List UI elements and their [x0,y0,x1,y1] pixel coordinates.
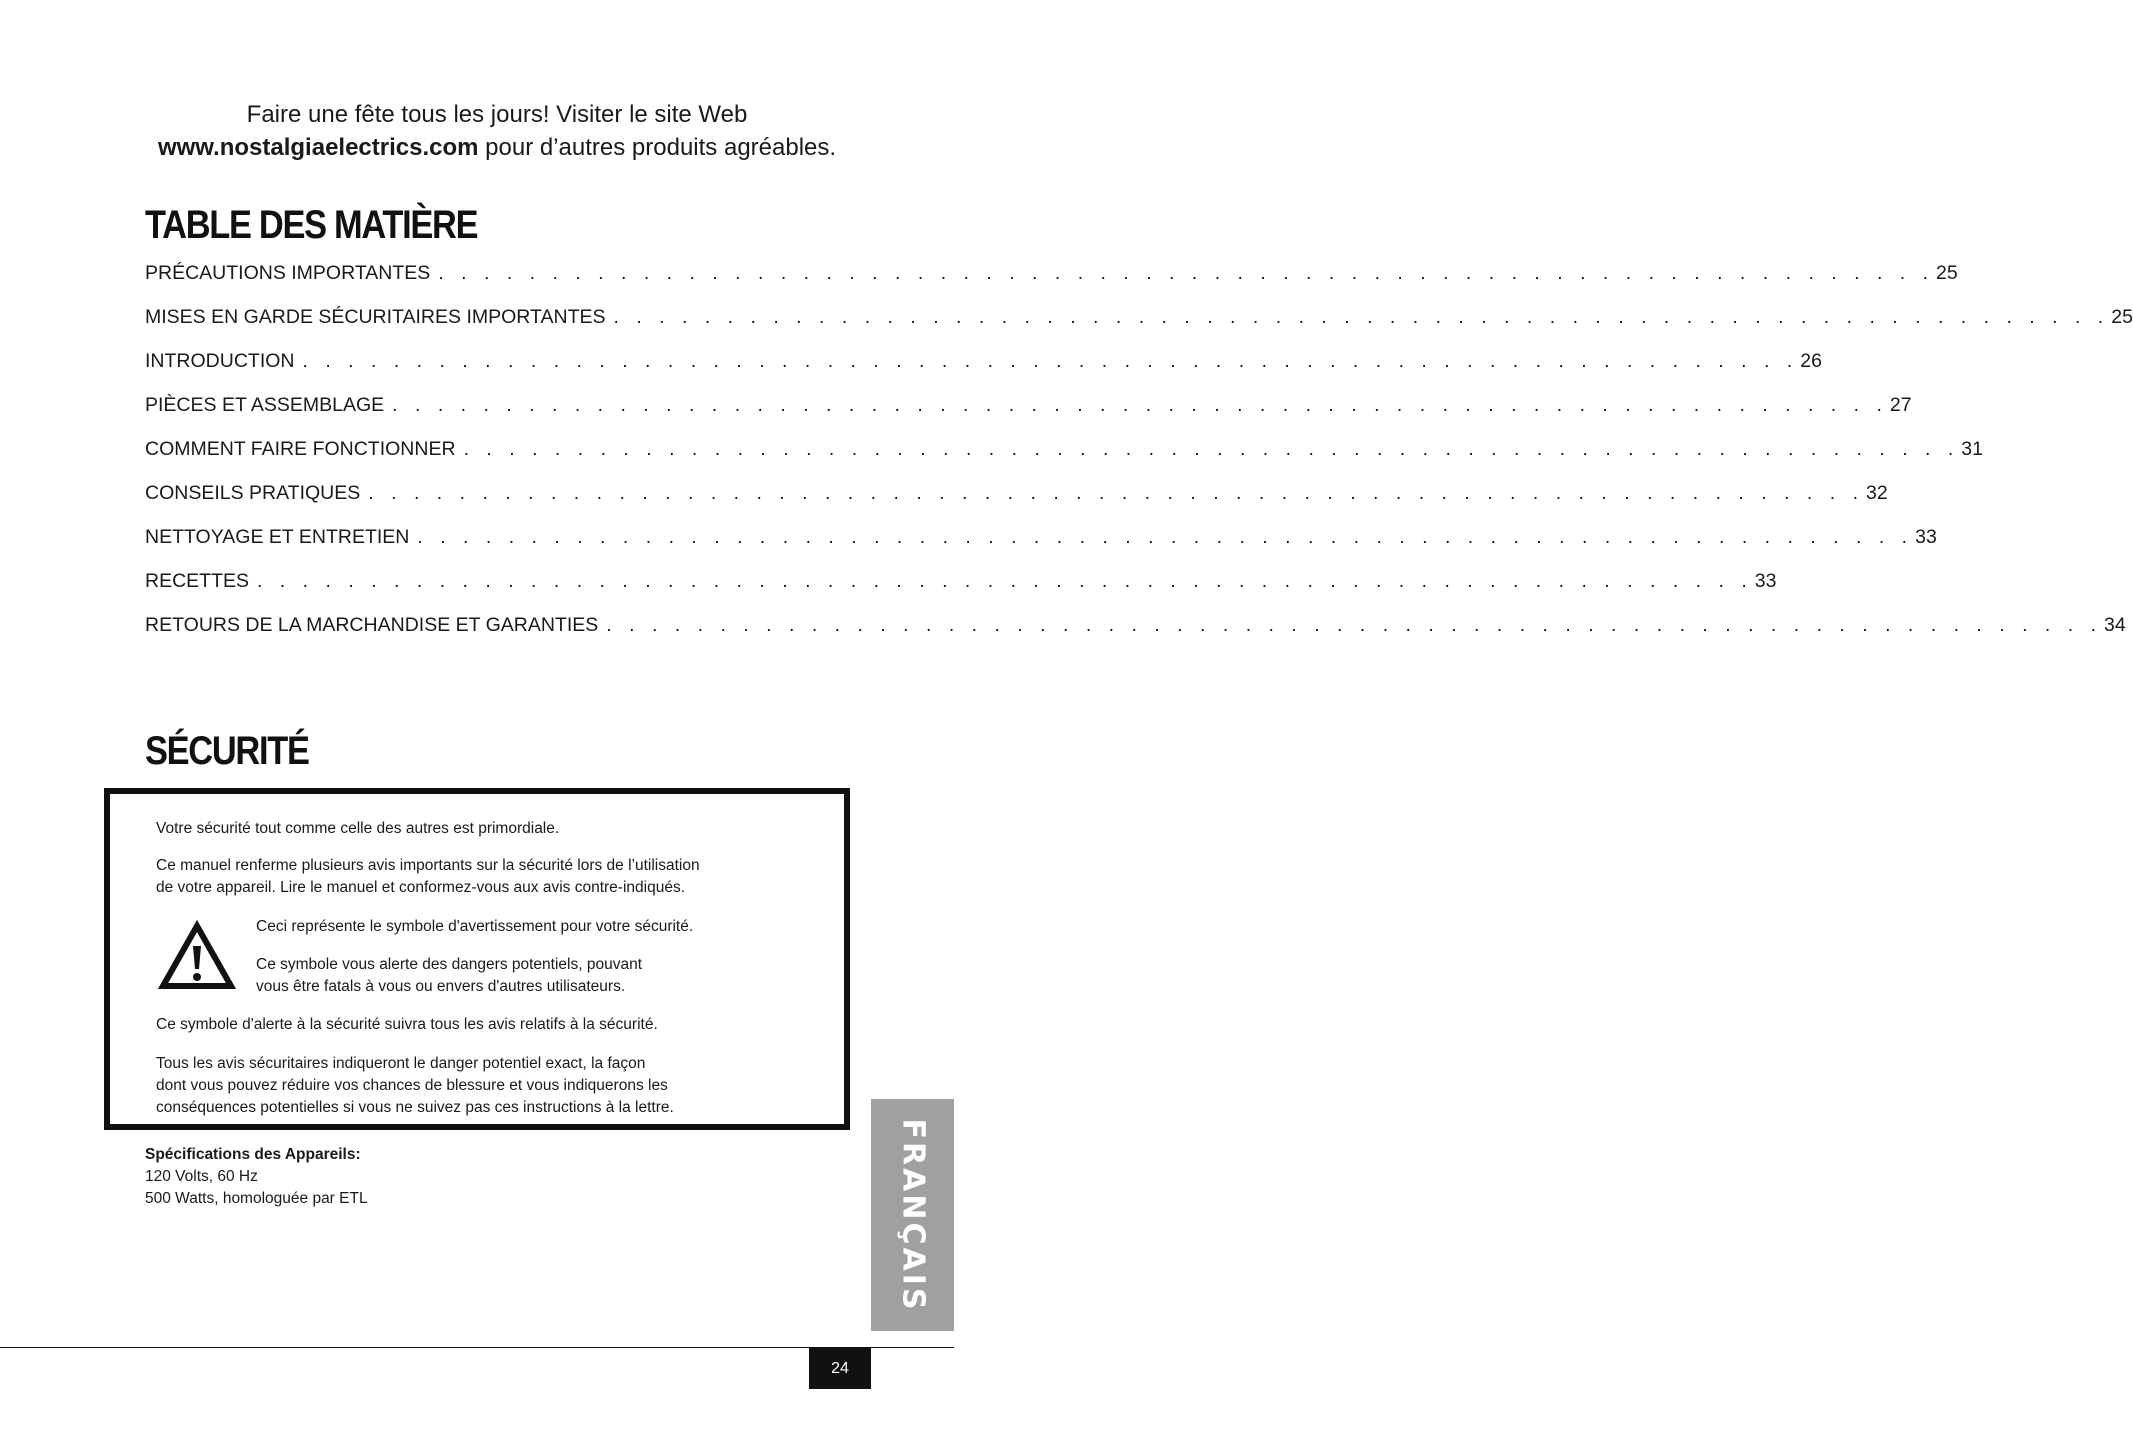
toc-page: 27 [1889,394,1912,416]
intro-text [120,98,874,164]
safety-paragraph-1: Votre sécurité tout comme celle des autres est primordiale. [156,820,560,837]
specs-title: Spécifications des Appareils: [145,1146,361,1163]
toc-row[interactable]: PIÈCES ET ASSEMBLAGE . . . . . . . . . . . . . . . . . . . . . . . . . . . . . . . . . . . . . . . . . . . . . . . . . . . . . . . . . . . . . . . . . . 27 [145,394,1912,416]
safety-box [104,788,850,1130]
language-tab [871,1099,954,1331]
toc-title: TABLE DES MATIÈRE [145,203,478,247]
toc-row[interactable]: NETTOYAGE ET ENTRETIEN . . . . . . . . . . . . . . . . . . . . . . . . . . . . . . . . . . . . . . . . . . . . . . . . . . . . . . . . . . . . . . . . . . 33 [145,526,1937,548]
intro-line-2-rest: pour d’autres produits agréables. [478,134,837,161]
symbol-description-2: Ce symbole vous alerte des dangers potentiels, pouvant vous être fatals à vous ou envers d'autres utilisateurs. [256,956,643,995]
toc-label: INTRODUCTION [145,350,295,372]
intro-line-2 [120,131,874,164]
toc-page: 32 [1866,482,1888,504]
safety-paragraph-4: Tous les avis sécuritaires indiqueront le danger potentiel exact, la façon dont vous pouvez réduire vos chances de blessure et vous indiquerons les conséquences potentielles si vous ne suivez pas ces instructions à la lettre. [156,1055,674,1116]
toc-row[interactable]: CONSEILS PRATIQUES . . . . . . . . . . . . . . . . . . . . . . . . . . . . . . . . . . . . . . . . . . . . . . . . . . . . . . . . . . . . . . . . . . 32 [145,482,1888,504]
toc-label: COMMENT FAIRE FONCTIONNER [145,438,456,460]
toc-page: 34 [2104,614,2126,636]
website-link[interactable]: www.nostalgiaelectrics.com [157,134,479,161]
specs-wattage: 500 Watts, homologuée par ETL [145,1190,368,1207]
toc-row[interactable]: PRÉCAUTIONS IMPORTANTES . . . . . . . . . . . . . . . . . . . . . . . . . . . . . . . . . . . . . . . . . . . . . . . . . . . . . . . . . . . . . . . . . . 25 [145,262,1958,284]
toc-row[interactable]: COMMENT FAIRE FONCTIONNER . . . . . . . . . . . . . . . . . . . . . . . . . . . . . . . . . . . . . . . . . . . . . . . . . . . . . . . . . . . . . . . . . . 31 [145,438,1983,460]
toc-page: 25 [2111,306,2133,328]
page-number: 24 [809,1348,871,1389]
appliance-specs [145,1144,368,1210]
toc-label: MISES EN GARDE SÉCURITAIRES IMPORTANTES [145,306,606,328]
toc-page: 25 [1936,262,1958,284]
toc-row[interactable]: INTRODUCTION . . . . . . . . . . . . . . . . . . . . . . . . . . . . . . . . . . . . . . . . . . . . . . . . . . . . . . . . . . . . . . . . . . 26 [145,350,1822,372]
safety-paragraph-3: Ce symbole d'alerte à la sécurité suivra tous les avis relatifs à la sécurité. [156,1016,658,1033]
toc-row[interactable]: RECETTES . . . . . . . . . . . . . . . . . . . . . . . . . . . . . . . . . . . . . . . . . . . . . . . . . . . . . . . . . . . . . . . . . . 33 [145,570,1777,592]
intro-line-1: Faire une fête tous les jours! Visiter le site Web [246,101,748,128]
toc-row[interactable]: MISES EN GARDE SÉCURITAIRES IMPORTANTES . . . . . . . . . . . . . . . . . . . . . . . . . . . . . . . . . . . . . . . . . . . . . . . . . . . . . . . . . . . . . . . . . . 25 [145,306,2133,328]
toc-label: NETTOYAGE ET ENTRETIEN [145,526,410,548]
toc-label: RECETTES [145,570,250,592]
toc-label: RETOURS DE LA MARCHANDISE ET GARANTIES [145,614,599,636]
toc-label: CONSEILS PRATIQUES [145,482,361,504]
toc-page: 33 [1915,526,1937,548]
warning-triangle-icon [158,920,236,992]
toc-label: PRÉCAUTIONS IMPORTANTES [145,262,431,284]
specs-voltage: 120 Volts, 60 Hz [145,1168,258,1185]
toc-page: 31 [1961,438,1983,460]
language-tab-label: FRANÇAIS [895,1118,931,1312]
safety-title: SÉCURITÉ [145,729,309,773]
table-of-contents [145,262,2133,658]
toc-row[interactable]: RETOURS DE LA MARCHANDISE ET GARANTIES . . . . . . . . . . . . . . . . . . . . . . . . . . . . . . . . . . . . . . . . . . . . . . . . . . . . . . . . . . . . . . . . . . 34 [145,614,2126,636]
toc-page: 33 [1754,570,1777,592]
safety-paragraph-2: Ce manuel renferme plusieurs avis importants sur la sécurité lors de l’utilisation de votre appareil. Lire le manuel et conformez-vous aux avis contre-indiqués. [156,857,700,896]
toc-page: 26 [1800,350,1822,372]
symbol-description-1: Ceci représente le symbole d'avertissement pour votre sécurité. [256,918,694,935]
toc-label: PIÈCES ET ASSEMBLAGE [145,394,385,416]
